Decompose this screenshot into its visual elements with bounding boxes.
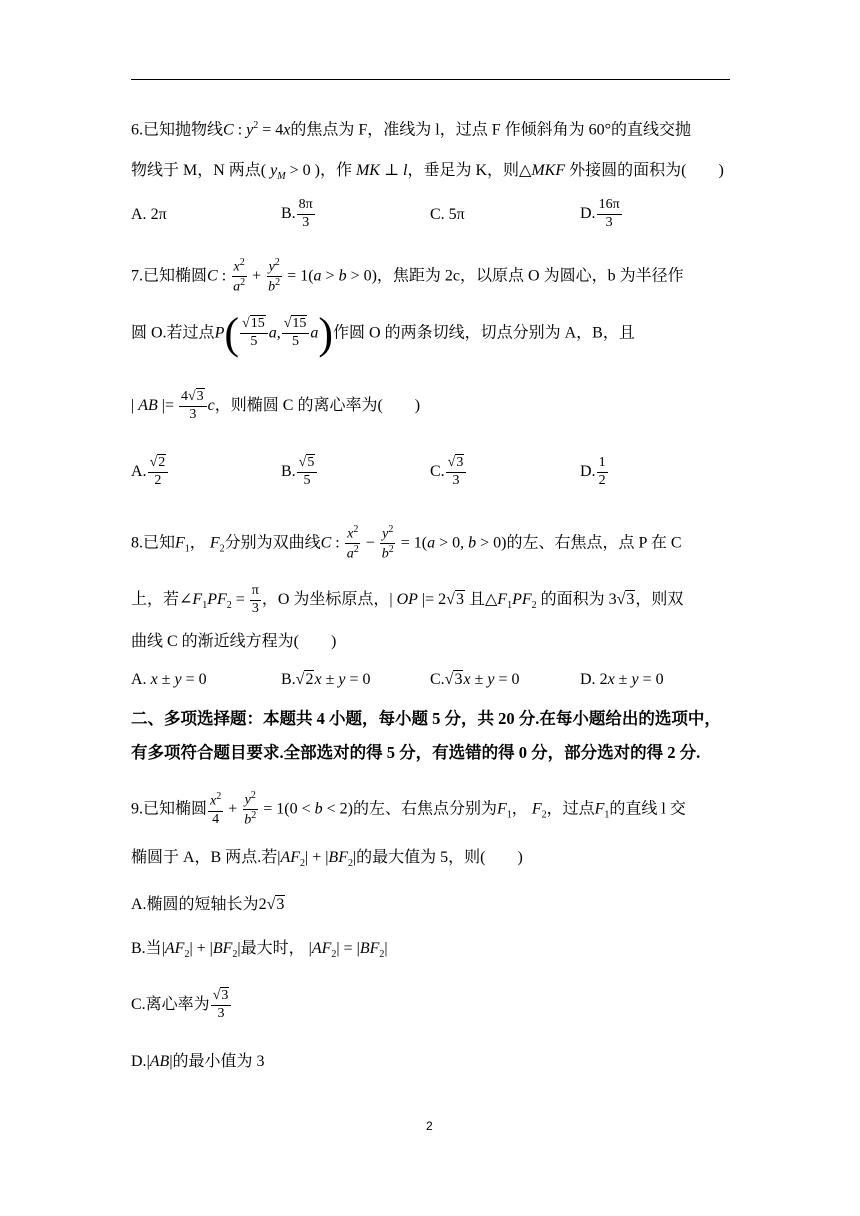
q8-text: 分别为双曲线	[224, 534, 321, 552]
q8-line-3	[131, 634, 336, 650]
q8-option-a: A. x ± y = 0	[131, 671, 207, 688]
q6-text: 的焦点为 F，准线为 l，过点 F 作倾斜角为 60°的直线交抛	[290, 121, 692, 139]
q9-option-a: A.椭圆的短轴长为2√3	[131, 896, 285, 913]
q6-option-d: D. $\frac{16\pi}{3}$	[580, 197, 620, 230]
q8-text: 8.已知	[131, 534, 176, 552]
q8-line-2: 上，若$\angle F_1PF_2$ = $\frac{\pi}{3}$ ，O 为坐标原点，| OP |= 2√3 且$\triangle F_1PF_2$ 的面积为 3√3，则双	[131, 583, 684, 616]
q8-text: 且△	[468, 590, 498, 608]
q7-line-1: 7.已知椭圆C : $\frac{x^2}{a^2}$ + $\frac{y^2}{b^2}$ = 1(a > b > 0)，焦距为 2c，以原点 O 为圆心，b 为半径作	[131, 257, 684, 295]
q8-text: 的面积为	[540, 590, 605, 608]
q7-option-d: D. $\frac{1}{2}$	[580, 455, 606, 488]
q9-text: 的直线 l 交	[609, 800, 686, 818]
q7-text: 圆 O.若过点	[131, 324, 215, 342]
q6-text: 物线于 M，N 两点(	[131, 162, 267, 179]
q8-option-d: D. 2x ± y = 0	[580, 671, 664, 688]
q9-text: 的左、右焦点分别为	[353, 800, 498, 818]
q9-line-1: 9.已知椭圆 $\frac{x^2}{4}$ + $\frac{y^2}{b^2}$ = 1(0 < b < 2)的左、右焦点分别为$F_1$， $F_2$，过点$F_1$的直线 l 交	[131, 790, 686, 828]
q7-text: ，则椭圆 C 的离心率为( )	[214, 396, 421, 414]
q6-option-b: B. $\frac{8\pi}{3}$	[281, 197, 313, 230]
q8-text: ，则双	[635, 590, 684, 608]
page-number: 2	[426, 1119, 433, 1133]
q6-option-a: A. 2π	[131, 206, 167, 223]
q8-line-1: 8.已知$F_1$， $F_2$分别为双曲线C : $\frac{x^2}{a^2}$ − $\frac{y^2}{b^2}$ = 1(a > 0, b > 0)的左、右焦点，点 P 在 C	[131, 524, 682, 562]
q7-text: 作圆 O 的两条切线，切点分别为 A，B，且	[333, 324, 635, 342]
q9-option-c: C.离心率为 $\frac{√3}{3}$	[131, 989, 232, 1021]
q6-formula: C	[223, 121, 234, 139]
q9-option-d: D.|AB|的最小值为 3	[131, 1053, 265, 1070]
q7-option-b: B. $\frac{√5}{5}$	[281, 456, 318, 488]
q8-text: 上，若	[131, 590, 180, 608]
q9-text: 9.已知椭圆	[131, 800, 208, 818]
q7-line-2: 圆 O.若过点P( $\frac{√15}{5}$ a, $\frac{√15}{5}$ a)作圆 O 的两条切线，切点分别为 A，B，且	[131, 309, 635, 358]
q6-text: 6.已知抛物线	[131, 121, 224, 139]
q7-text: ，焦距为 2c，以原点 O 为圆心，b 为半径作	[376, 267, 684, 285]
q7-text: 7.已知椭圆	[131, 267, 208, 285]
q9-line-2: 椭圆于 A，B 两点.若$|AF_2| + |BF_2|$的最大值为 5，则( )	[131, 849, 523, 870]
q8-text: 曲线 C 的渐近线方程为( )	[131, 633, 337, 650]
q6-text: ，垂足为 K，则△	[407, 162, 532, 179]
section-2-heading-line-2: 有多项符合题目要求.全部选对的得 5 分，有选错的得 0 分，部分选对的得 2 分.	[131, 743, 701, 762]
header-rule	[131, 79, 730, 80]
q6-text: )，作	[314, 162, 352, 179]
q9-text: 的最大值为 5，则( )	[356, 849, 523, 866]
q8-text: 的左、右焦点，点 P 在 C	[506, 534, 682, 552]
q8-option-b: B.√2x ± y = 0	[281, 671, 371, 688]
q6-line-2: 物线于 M，N 两点( $y_M > 0$ )，作 MK ⊥ l，垂足为 K，则△MKF 外接圆的面积为( )	[131, 162, 724, 183]
q9-text: ，过点	[546, 800, 595, 818]
q6-line-1: 6.已知抛物线C : $y^2 = 4x$的焦点为 F，准线为 l，过点 F 作倾斜角为 60°的直线交抛	[131, 120, 692, 139]
q7-option-a: A. $\frac{√2}{2}$	[131, 456, 169, 488]
q6-option-c: C. 5π	[430, 206, 465, 223]
q9-option-b: B.当$|AF_2| + |BF_2|$最大时， $|AF_2| = |BF_2|$	[131, 940, 388, 961]
q8-text: ，O 为坐标原点，	[261, 590, 390, 608]
q8-option-c: C.√3x ± y = 0	[430, 671, 520, 688]
section-2-heading-line-1: 二、多项选择题：本题共 4 小题，每小题 5 分，共 20 分.在每小题给出的选项中，	[131, 709, 721, 728]
q9-text: 椭圆于 A，B 两点.若	[131, 849, 278, 866]
q7-line-3: | AB |= $\frac{4√3}{3}$ c，则椭圆 C 的离心率为( )	[131, 389, 421, 422]
q6-text: 外接圆的面积为( )	[565, 162, 724, 179]
q7-option-c: C. $\frac{√3}{3}$	[430, 456, 467, 488]
